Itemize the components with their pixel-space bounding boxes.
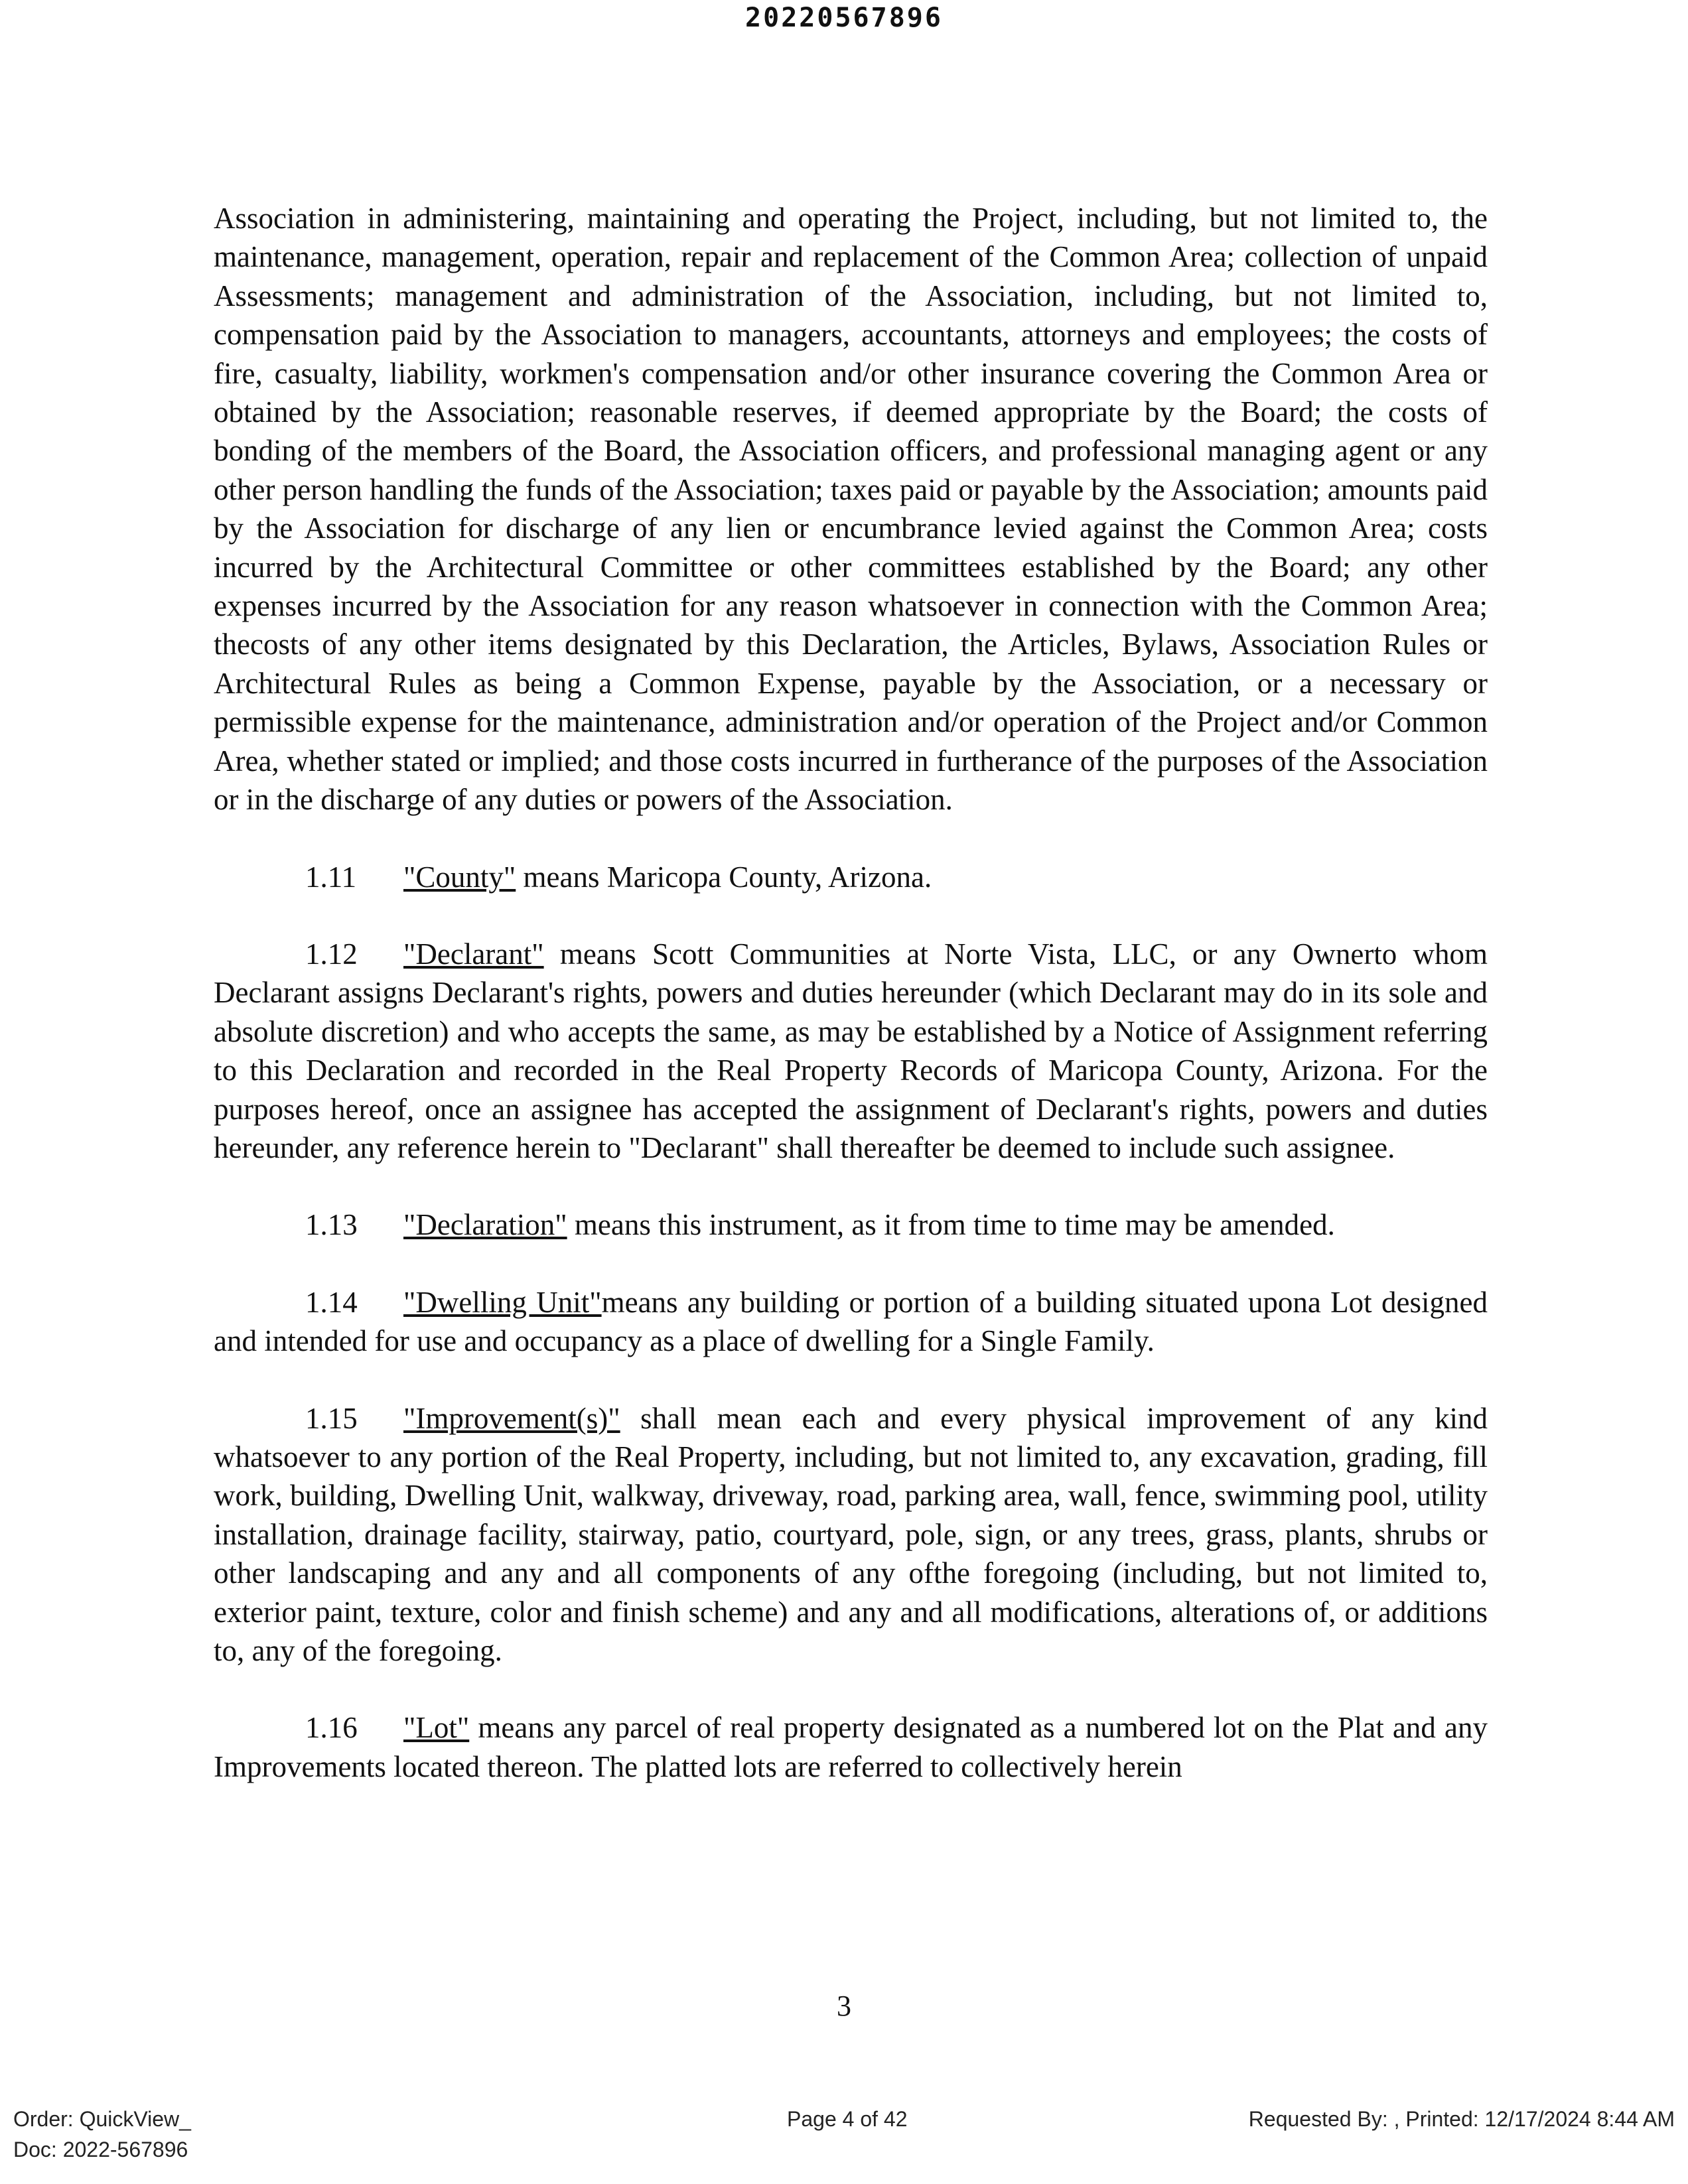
definition-1-13 bbox=[214, 1205, 1488, 1244]
definition-text: means any parcel of real property designated as a numbered lot on the Plat and any Improvements located thereon. The platted lots are referred to collectively herein bbox=[214, 1711, 1488, 1783]
definition-text: means Scott Communities at Norte Vista, LLC, or any Ownerto whom Declarant assigns Declarant's rights, powers and duties hereunder (which Declarant may do in its sole and absolute discretion) and who accepts the same, as may be established by a Notice of Assignment referring to this Declaration and recorded in the Real Property Records of Maricopa County, Arizona. For the purposes hereof, once an assignee has accepted the assignment of Declarant's rights, powers and duties hereunder, any reference herein to "Declarant" shall thereafter be deemed to include such assignee. bbox=[214, 937, 1488, 1164]
footer-doc: Doc: 2022-567896 bbox=[13, 2138, 188, 2161]
section-number: 1.14 bbox=[305, 1285, 358, 1319]
section-number: 1.11 bbox=[305, 860, 357, 894]
definition-text: means Maricopa County, Arizona. bbox=[516, 860, 932, 894]
footer-requested-printed: Requested By: , Printed: 12/17/2024 8:44 AM bbox=[1248, 2107, 1675, 2131]
definition-1-16 bbox=[214, 1708, 1488, 1786]
document-body bbox=[214, 199, 1488, 1824]
footer-line-2 bbox=[13, 2138, 1675, 2164]
definition-text: means any building or portion of a building situated upona Lot designed and intended for use and occupancy as a place of dwelling for a Single Family. bbox=[214, 1285, 1488, 1358]
footer-order: Order: QuickView_ bbox=[13, 2107, 191, 2131]
section-number: 1.16 bbox=[305, 1711, 358, 1745]
section-number: 1.15 bbox=[305, 1401, 358, 1435]
defined-term: "County" bbox=[403, 860, 516, 894]
footer-page-count: Page 4 of 42 bbox=[787, 2107, 908, 2131]
definition-1-15 bbox=[214, 1399, 1488, 1671]
defined-term: "Improvement(s)" bbox=[403, 1401, 620, 1435]
section-number: 1.13 bbox=[305, 1208, 358, 1242]
definition-text: means this instrument, as it from time to time may be amended. bbox=[567, 1208, 1335, 1242]
section-number: 1.12 bbox=[305, 937, 358, 971]
definition-1-12 bbox=[214, 935, 1488, 1167]
definition-1-14 bbox=[214, 1283, 1488, 1361]
definition-1-11 bbox=[214, 858, 1488, 896]
defined-term: "Lot" bbox=[403, 1711, 470, 1745]
defined-term: "Declarant" bbox=[403, 937, 544, 971]
recording-number: 20220567896 bbox=[745, 3, 943, 33]
intro-paragraph: Association in administering, maintaining and operating the Project, including, but not limited to, the maintenance, management, operation, repair and replacement of the Common Area; collection of unpaid Assessments; management and administration of the Association, including, but not limited to, compensation paid by the Association to managers, accountants, attorneys and employees; the costs of fire, casualty, liability, workmen's compensation and/or other insurance covering the Common Area or obtained by the Association; reasonable reserves, if deemed appropriate by the Board; the costs of bonding of the members of the Board, the Association officers, and professional managing agent or any other person handling the funds of the Association; taxes paid or payable by the Association; amounts paid by the Association for discharge of any lien or encumbrance levied against the Common Area; costs incurred by the Architectural Committee or other committees established by the Board; any other expenses incurred by the Association for any reason whatsoever in connection with the Common Area; thecosts of any other items designated by this Declaration, the Articles, Bylaws, Association Rules or Architectural Rules as being a Common Expense, payable by the Association, or a necessary or permissible expense for the maintenance, administration and/or operation of the Project and/or Common Area, whether stated or implied; and those costs incurred in furtherance of the purposes of the Association or in the discharge of any duties or powers of the Association. bbox=[214, 202, 1488, 817]
footer-line-1 bbox=[13, 2107, 1675, 2134]
defined-term: "Declaration" bbox=[403, 1208, 567, 1242]
defined-term: "Dwelling Unit" bbox=[403, 1285, 602, 1319]
page-number: 3 bbox=[837, 1990, 851, 2022]
definition-text: shall mean each and every physical improvement of any kind whatsoever to any portion of the Real Property, including, but not limited to, any excavation, grading, fill work, building, Dwelling Unit, walkway, driveway, road, parking area, wall, fence, swimming pool, utility installation, drainage facility, stairway, patio, courtyard, pole, sign, or any trees, grass, plants, shrubs or other landscaping and any and all components of any ofthe foregoing (including, but not limited to, exterior paint, texture, color and finish scheme) and any and all modifications, alterations of, or additions to, any of the foregoing. bbox=[214, 1401, 1488, 1667]
